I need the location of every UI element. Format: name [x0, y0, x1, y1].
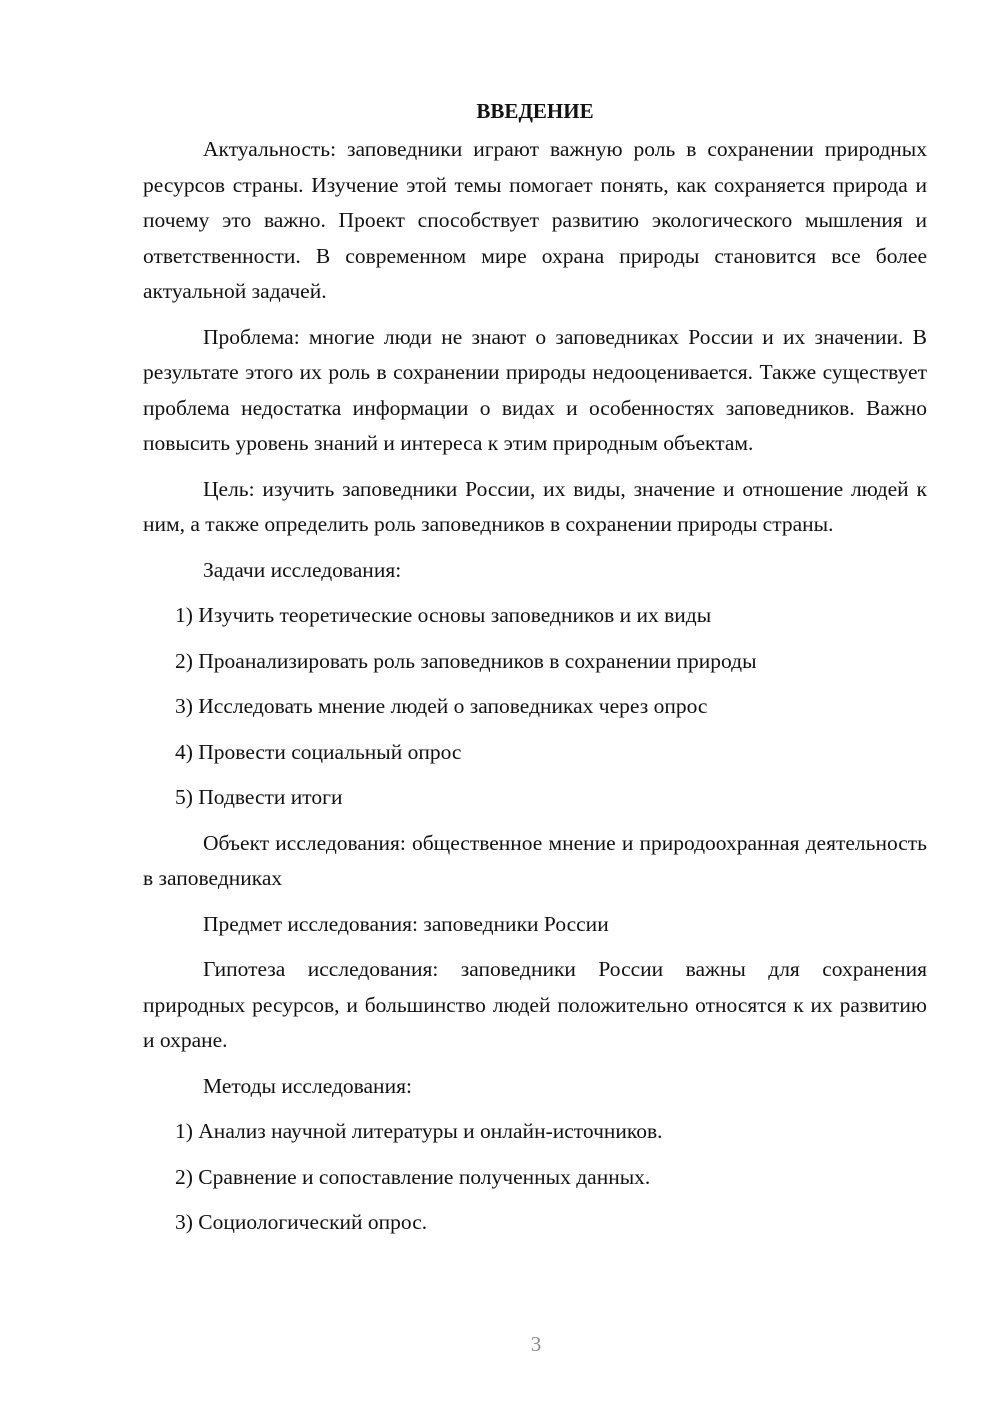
methods-list [143, 1114, 927, 1241]
task-item: 5) Подвести итоги [175, 785, 343, 809]
method-item: 2) Сравнение и сопоставление полученных данных. [175, 1164, 651, 1189]
section-title: ВВЕДЕНИЕ [476, 99, 594, 123]
task-item: 4) Провести социальный опрос [175, 739, 462, 764]
hypothesis-paragraph: Гипотеза исследования: заповедники России важны для сохранения природных ресурсов, и большинство людей положительно относятся к их развитию и охране. [143, 957, 927, 1052]
task-item: 3) Исследовать мнение людей о заповедниках через опрос [175, 694, 708, 718]
task-item: 1) Изучить теоретические основы заповедников и их виды [175, 603, 712, 627]
method-item: 1) Анализ научной литературы и онлайн-источников. [175, 1119, 663, 1143]
tasks-heading: Задачи исследования: [203, 557, 402, 582]
methods-heading: Методы исследования: [203, 1073, 412, 1098]
page-number: 3 [530, 1332, 542, 1356]
document-body [143, 96, 927, 1251]
goal-paragraph: Цель: изучить заповедники России, их виды, значение и отношение людей к ним, а также определить роль заповедников в сохранении природы страны. [143, 476, 927, 536]
method-item: 3) Социологический опрос. [175, 1210, 428, 1234]
object-paragraph: Объект исследования: общественное мнение и природоохранная деятельность в заповедниках [143, 830, 927, 890]
problem-paragraph: Проблема: многие люди не знают о заповедниках России и их значении. В результате этого их роль в сохранении природы недооценивается. Также существует проблема недостатка информации о видах и особенностях заповедников. Важно повысить уровень знаний и интереса к этим природным объектам. [143, 324, 927, 455]
subject-paragraph: Предмет исследования: заповедники России [203, 911, 609, 936]
relevance-paragraph: Актуальность: заповедники играют важную роль в сохранении природных ресурсов страны. Изучение этой темы помогает понять, как сохраняется природа и почему это важно. Проект способствует развитию экологического мышления и ответственности. В современном мире охрана природы становится все более актуальной задачей. [143, 137, 927, 303]
tasks-list [143, 598, 927, 816]
task-item: 2) Проанализировать роль заповедников в сохранении природы [175, 648, 757, 673]
